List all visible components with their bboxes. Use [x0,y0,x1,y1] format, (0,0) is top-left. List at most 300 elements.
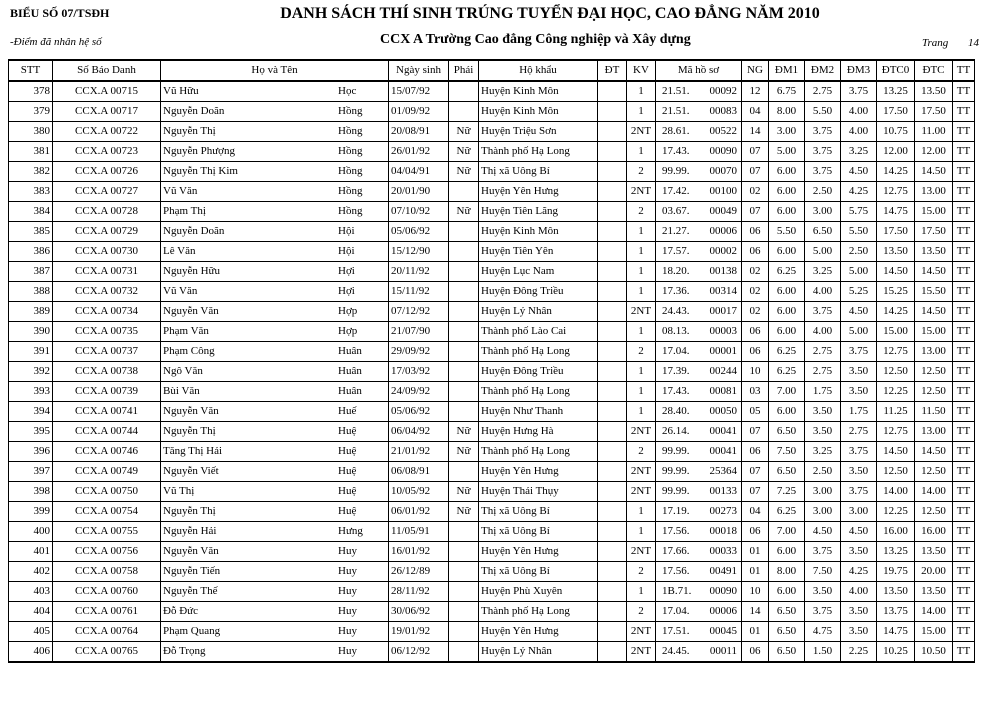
cell-dm2: 3.75 [805,142,841,162]
cell-ns: 07/12/92 [389,302,449,322]
cell-file-code-number: 00273 [709,505,737,517]
cell-ng: 06 [742,522,769,542]
cell-surname: Nguyễn Hữu [163,265,220,277]
cell-ns: 06/01/92 [389,502,449,522]
cell-stt: 389 [9,302,53,322]
cell-full-name [161,362,389,382]
cell-dtc: 13.50 [915,242,953,262]
cell-dt [598,282,627,302]
cell-dm2: 6.50 [805,222,841,242]
cell-hk: Huyện Đông Triều [479,282,598,302]
cell-given-name: Hồng [338,205,363,217]
cell-ns: 06/08/91 [389,462,449,482]
cell-kv: 1 [627,222,656,242]
cell-surname: Đỗ Đức [163,605,198,617]
table-row [9,182,975,202]
cell-sbd: CCX.A 00765 [53,642,161,663]
col-sbd-header: Số Báo Danh [53,60,161,81]
cell-sbd: CCX.A 00717 [53,102,161,122]
cell-file-code-prefix: 17.43. [662,145,690,157]
col-gender-header: Phái [449,60,479,81]
cell-dm1: 6.00 [769,202,805,222]
cell-phai: Nữ [449,162,479,182]
cell-surname: Nguyễn Văn [163,405,219,417]
cell-sbd: CCX.A 00761 [53,602,161,622]
cell-given-name: Huế [338,405,357,417]
cell-dtc0: 14.50 [877,442,915,462]
cell-dtc: 14.50 [915,262,953,282]
cell-phai [449,322,479,342]
cell-ns: 05/06/92 [389,402,449,422]
cell-dm1: 7.50 [769,442,805,462]
table-row [9,642,975,663]
cell-sbd: CCX.A 00755 [53,522,161,542]
cell-dtc0: 14.00 [877,482,915,502]
cell-file-code [656,322,742,342]
cell-given-name: Huệ [338,445,357,457]
cell-phai [449,382,479,402]
cell-file-code-prefix: 99.99. [662,445,690,457]
cell-full-name [161,342,389,362]
cell-file-code-number: 00001 [709,345,737,357]
cell-ns: 29/09/92 [389,342,449,362]
cell-file-code [656,582,742,602]
cell-dt [598,81,627,102]
col-tt-header: TT [953,60,975,81]
cell-dm3: 4.50 [841,522,877,542]
cell-dt [598,482,627,502]
cell-file-code-number: 00083 [709,105,737,117]
cell-tt: TT [953,542,975,562]
cell-stt: 406 [9,642,53,663]
cell-dt [598,262,627,282]
cell-dtc: 10.50 [915,642,953,663]
cell-surname: Vũ Thị [163,485,195,497]
table-row [9,622,975,642]
cell-tt: TT [953,242,975,262]
cell-stt: 390 [9,322,53,342]
cell-hk: Huyện Kinh Môn [479,102,598,122]
cell-sbd: CCX.A 00754 [53,502,161,522]
cell-file-code-number: 00041 [709,445,737,457]
table-row [9,582,975,602]
cell-tt: TT [953,362,975,382]
cell-dt [598,102,627,122]
cell-dtc: 20.00 [915,562,953,582]
cell-given-name: Huân [338,365,362,377]
cell-phai [449,582,479,602]
cell-dt [598,442,627,462]
cell-dm1: 6.25 [769,502,805,522]
cell-full-name [161,282,389,302]
cell-file-code-number: 00011 [709,645,737,657]
cell-dm1: 8.00 [769,102,805,122]
cell-dm1: 6.00 [769,242,805,262]
cell-kv: 2NT [627,182,656,202]
cell-given-name: Huệ [338,505,357,517]
cell-ns: 21/07/90 [389,322,449,342]
cell-dt [598,582,627,602]
cell-dtc: 12.50 [915,382,953,402]
cell-phai [449,342,479,362]
cell-file-code-number: 00002 [709,245,737,257]
cell-full-name [161,582,389,602]
cell-file-code-prefix: 17.42. [662,185,690,197]
cell-dtc0: 12.50 [877,362,915,382]
col-stt-header: STT [9,60,53,81]
cell-hk: Huyện Như Thanh [479,402,598,422]
cell-ng: 01 [742,622,769,642]
cell-kv: 1 [627,142,656,162]
cell-given-name: Huy [338,605,357,617]
cell-file-code-prefix: 28.40. [662,405,690,417]
cell-file-code-number: 00081 [709,385,737,397]
cell-dm3: 3.50 [841,602,877,622]
cell-tt: TT [953,302,975,322]
cell-phai: Nữ [449,142,479,162]
cell-stt: 401 [9,542,53,562]
cell-dtc0: 13.25 [877,81,915,102]
cell-dm1: 8.00 [769,562,805,582]
cell-dt [598,302,627,322]
cell-full-name [161,302,389,322]
cell-file-code [656,542,742,562]
cell-file-code [656,202,742,222]
cell-kv: 2NT [627,482,656,502]
table-row [9,122,975,142]
cell-dm3: 4.00 [841,122,877,142]
cell-ns: 20/11/92 [389,262,449,282]
cell-ng: 03 [742,382,769,402]
cell-ns: 11/05/91 [389,522,449,542]
cell-kv: 2 [627,562,656,582]
cell-dm3: 5.00 [841,262,877,282]
cell-file-code [656,142,742,162]
cell-dtc0: 11.25 [877,402,915,422]
cell-dm1: 6.00 [769,582,805,602]
cell-stt: 385 [9,222,53,242]
cell-hk: Thị xã Uông Bí [479,502,598,522]
cell-surname: Tăng Thị Hải [163,445,223,457]
cell-tt: TT [953,622,975,642]
cell-hk: Huyện Tiên Yên [479,242,598,262]
cell-file-code-prefix: 17.57. [662,245,690,257]
table-row [9,222,975,242]
cell-file-code-prefix: 17.56. [662,525,690,537]
cell-dm2: 1.50 [805,642,841,663]
cell-dtc: 11.50 [915,402,953,422]
cell-tt: TT [953,442,975,462]
cell-dtc0: 14.75 [877,622,915,642]
cell-dm1: 5.50 [769,222,805,242]
cell-kv: 2 [627,342,656,362]
cell-phai: Nữ [449,502,479,522]
cell-surname: Nguyễn Thị [163,425,216,437]
cell-ng: 14 [742,602,769,622]
cell-sbd: CCX.A 00729 [53,222,161,242]
cell-file-code-number: 00070 [709,165,737,177]
table-row [9,402,975,422]
col-residence-header: Hộ khẩu [479,60,598,81]
cell-surname: Phạm Thị [163,205,206,217]
cell-tt: TT [953,482,975,502]
cell-full-name [161,242,389,262]
col-dm2-header: ĐM2 [805,60,841,81]
cell-dtc0: 17.50 [877,102,915,122]
cell-tt: TT [953,81,975,102]
cell-ns: 06/12/92 [389,642,449,663]
cell-dtc0: 14.25 [877,302,915,322]
cell-dtc0: 13.25 [877,542,915,562]
cell-sbd: CCX.A 00726 [53,162,161,182]
cell-dtc: 15.00 [915,322,953,342]
cell-stt: 378 [9,81,53,102]
cell-tt: TT [953,562,975,582]
cell-kv: 2 [627,442,656,462]
table-row [9,202,975,222]
cell-dm2: 7.50 [805,562,841,582]
cell-dm2: 2.75 [805,342,841,362]
cell-file-code-prefix: 21.27. [662,225,690,237]
cell-phai [449,302,479,322]
cell-file-code [656,282,742,302]
cell-hk: Huyện Thái Thụy [479,482,598,502]
cell-given-name: Hồng [338,185,363,197]
cell-dtc0: 15.25 [877,282,915,302]
cell-phai: Nữ [449,442,479,462]
cell-file-code [656,462,742,482]
cell-given-name: Hồng [338,105,363,117]
cell-tt: TT [953,282,975,302]
cell-phai [449,562,479,582]
cell-dm3: 3.75 [841,342,877,362]
cell-dt [598,182,627,202]
cell-hk: Huyện Đông Triều [479,362,598,382]
cell-stt: 392 [9,362,53,382]
cell-phai [449,242,479,262]
cell-phai: Nữ [449,202,479,222]
cell-given-name: Huệ [338,465,357,477]
cell-file-code [656,122,742,142]
cell-ng: 01 [742,562,769,582]
cell-phai [449,402,479,422]
cell-dtc: 13.50 [915,582,953,602]
cell-file-code-prefix: 26.14. [662,425,690,437]
cell-hk: Huyện Yên Hưng [479,462,598,482]
cell-dtc0: 16.00 [877,522,915,542]
cell-dtc: 13.50 [915,81,953,102]
cell-dm1: 6.00 [769,302,805,322]
cell-file-code-number: 00003 [709,325,737,337]
cell-file-code [656,162,742,182]
col-file-code-header: Mã hồ sơ [656,60,742,81]
cell-stt: 397 [9,462,53,482]
cell-sbd: CCX.A 00734 [53,302,161,322]
cell-full-name [161,462,389,482]
cell-phai [449,81,479,102]
cell-hk: Huyện Yên Hưng [479,182,598,202]
cell-surname: Đỗ Trọng [163,645,206,657]
cell-full-name [161,182,389,202]
cell-ns: 07/10/92 [389,202,449,222]
cell-ng: 02 [742,262,769,282]
cell-full-name [161,622,389,642]
cell-given-name: Huệ [338,425,357,437]
cell-phai [449,602,479,622]
table-row [9,342,975,362]
cell-dm3: 3.50 [841,362,877,382]
cell-given-name: Huy [338,645,357,657]
cell-full-name [161,102,389,122]
cell-sbd: CCX.A 00760 [53,582,161,602]
cell-given-name: Hội [338,245,355,257]
cell-ng: 06 [742,342,769,362]
cell-dm1: 6.00 [769,402,805,422]
cell-dm2: 2.75 [805,81,841,102]
cell-kv: 2 [627,162,656,182]
cell-hk: Thành phố Hạ Long [479,382,598,402]
cell-file-code-number: 00244 [709,365,737,377]
cell-given-name: Hội [338,225,355,237]
table-row [9,542,975,562]
cell-ns: 17/03/92 [389,362,449,382]
cell-surname: Nguyễn Thị [163,125,216,137]
cell-stt: 400 [9,522,53,542]
cell-file-code-number: 00133 [709,485,737,497]
cell-file-code-prefix: 21.51. [662,85,690,97]
table-body [9,81,975,662]
cell-dtc: 14.00 [915,482,953,502]
cell-tt: TT [953,122,975,142]
cell-dm2: 3.75 [805,542,841,562]
cell-file-code-prefix: 17.43. [662,385,690,397]
cell-dt [598,242,627,262]
cell-ns: 26/01/92 [389,142,449,162]
cell-full-name [161,162,389,182]
cell-phai [449,222,479,242]
cell-ns: 21/01/92 [389,442,449,462]
cell-dm2: 3.75 [805,302,841,322]
cell-sbd: CCX.A 00728 [53,202,161,222]
table-row [9,302,975,322]
cell-hk: Huyện Yên Hưng [479,622,598,642]
cell-ng: 06 [742,222,769,242]
col-dtc-header: ĐTC [915,60,953,81]
cell-hk: Huyện Lý Nhân [479,642,598,663]
cell-dt [598,502,627,522]
cell-dtc: 15.00 [915,622,953,642]
cell-surname: Nguyễn Doãn [163,225,225,237]
cell-dm1: 6.25 [769,342,805,362]
cell-dtc: 15.50 [915,282,953,302]
cell-file-code [656,222,742,242]
table-row [9,602,975,622]
table-row [9,282,975,302]
cell-dtc0: 12.75 [877,342,915,362]
cell-dm2: 3.50 [805,402,841,422]
cell-ng: 10 [742,582,769,602]
cell-sbd: CCX.A 00739 [53,382,161,402]
cell-dm2: 3.00 [805,482,841,502]
cell-full-name [161,642,389,663]
cell-file-code [656,302,742,322]
cell-given-name: Huy [338,565,357,577]
cell-dm1: 6.25 [769,262,805,282]
table-row [9,522,975,542]
cell-file-code [656,362,742,382]
cell-ng: 12 [742,81,769,102]
cell-surname: Nguyễn Thị [163,505,216,517]
cell-dm3: 1.75 [841,402,877,422]
cell-phai [449,362,479,382]
cell-stt: 405 [9,622,53,642]
cell-hk: Huyện Hưng Hà [479,422,598,442]
cell-sbd: CCX.A 00723 [53,142,161,162]
cell-dm3: 4.25 [841,562,877,582]
cell-phai [449,622,479,642]
cell-dtc: 13.00 [915,342,953,362]
cell-dtc0: 15.00 [877,322,915,342]
cell-given-name: Huân [338,345,362,357]
cell-dtc: 14.50 [915,302,953,322]
cell-dtc0: 12.75 [877,422,915,442]
cell-dm3: 3.75 [841,81,877,102]
cell-dm3: 5.50 [841,222,877,242]
cell-tt: TT [953,382,975,402]
cell-sbd: CCX.A 00737 [53,342,161,362]
cell-dm2: 2.75 [805,362,841,382]
cell-file-code-prefix: 24.43. [662,305,690,317]
cell-hk: Huyện Phù Xuyên [479,582,598,602]
cell-dtc0: 12.00 [877,142,915,162]
cell-dm1: 6.50 [769,622,805,642]
col-ng-header: NG [742,60,769,81]
cell-kv: 2NT [627,542,656,562]
cell-stt: 396 [9,442,53,462]
cell-ns: 01/09/92 [389,102,449,122]
cell-dtc: 13.00 [915,182,953,202]
cell-hk: Thị xã Uông Bí [479,162,598,182]
score-note: -Điểm đã nhân hệ số [10,36,102,48]
cell-dt [598,642,627,663]
cell-file-code-prefix: 99.99. [662,465,690,477]
cell-dm2: 4.75 [805,622,841,642]
cell-ng: 07 [742,482,769,502]
cell-dm3: 3.50 [841,542,877,562]
cell-phai: Nữ [449,422,479,442]
cell-file-code-prefix: 17.04. [662,345,690,357]
cell-surname: Nguyễn Tiến [163,565,221,577]
cell-given-name: Hồng [338,165,363,177]
cell-dt [598,202,627,222]
cell-dm1: 3.00 [769,122,805,142]
cell-dtc: 14.50 [915,442,953,462]
cell-kv: 2 [627,202,656,222]
cell-sbd: CCX.A 00758 [53,562,161,582]
cell-ns: 20/08/91 [389,122,449,142]
cell-dm2: 3.00 [805,202,841,222]
cell-full-name [161,322,389,342]
cell-kv: 1 [627,362,656,382]
cell-file-code-number: 00090 [709,145,737,157]
cell-full-name [161,222,389,242]
cell-dm1: 6.25 [769,362,805,382]
cell-file-code [656,262,742,282]
cell-hk: Huyện Tiên Lãng [479,202,598,222]
cell-file-code-number: 00491 [709,565,737,577]
cell-dtc: 13.00 [915,422,953,442]
cell-dm3: 4.00 [841,582,877,602]
